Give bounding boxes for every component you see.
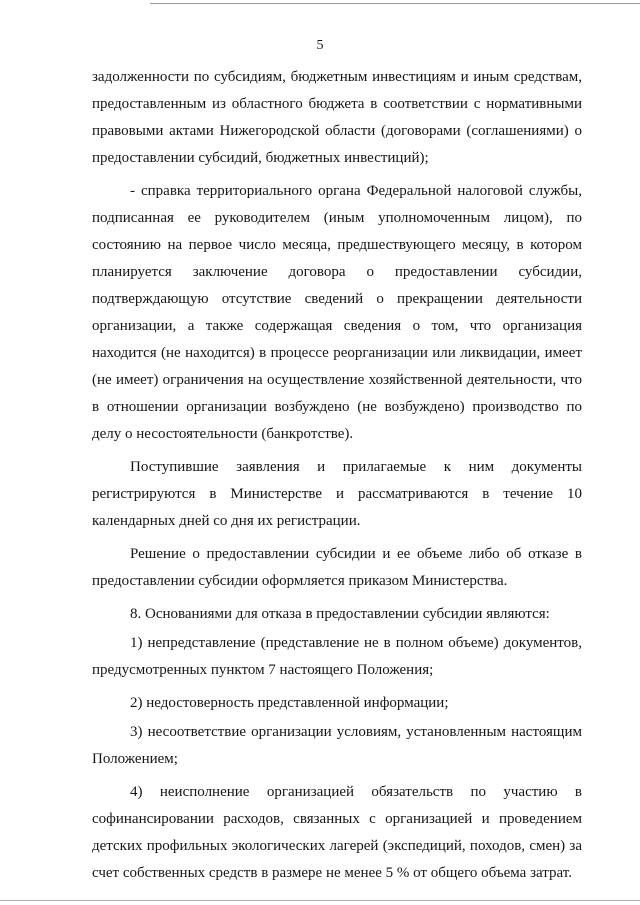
paragraph-refusal-grounds: 8. Основаниями для отказа в предоставлении субсидии являются:	[130, 606, 550, 622]
list-item-2: 2) недостоверность представленной информации;	[130, 695, 449, 711]
paragraph-debt-continuation: задолженности по субсидиям, бюджетным инвестициям и иным средствам, предоставленным из областного бюджета в соответствии с нормативными правовыми актами Нижегородской области (договорами (соглашениями) о предоставлении субсидий, бюджетных инвестиций);	[92, 69, 582, 166]
paragraph-decision: Решение о предоставлении субсидии и ее объеме либо об отказе в предоставлении субсидии оформляется приказом Министерства.	[92, 546, 582, 589]
scan-edge-line-bottom	[0, 900, 640, 901]
scan-edge-line-top	[150, 3, 640, 4]
page-number: 5	[316, 38, 324, 53]
list-item-1: 1) непредставление (представление не в полном объеме) документов, предусмотренных пунктом 7 настоящего Положения;	[92, 635, 582, 678]
paragraph-tax-certificate: - справка территориального органа Федеральной налоговой службы, подписанная ее руководителем (иным уполномоченным лицом), по состоянию на первое число месяца, предшествующего месяцу, в котором планируется заключение договора о предоставлении субсидии, подтверждающую отсутствие сведений о прекращении деятельности организации, а также содержащая сведения о том, что организация находится (не находится) в процессе реорганизации или ликвидации, имеет (не имеет) ограничения на осуществление хозяйственной деятельности, что в отношении организации возбуждено (не возбуждено) производство по делу о несостоятельности (банкротстве).	[92, 183, 582, 442]
document-body	[92, 64, 582, 893]
list-item-4: 4) неисполнение организацией обязательств по участию в софинансировании расходов, связанных с организацией и проведением детских профильных экологических лагерей (экспедиций, походов, смен) за счет собственных средств в размере не менее 5 % от общего объема затрат.	[92, 784, 582, 881]
paragraph-registration: Поступившие заявления и прилагаемые к ним документы регистрируются в Министерстве и рассматриваются в течение 10 календарных дней со дня их регистрации.	[92, 459, 582, 529]
list-item-3: 3) несоответствие организации условиям, установленным настоящим Положением;	[92, 724, 582, 767]
